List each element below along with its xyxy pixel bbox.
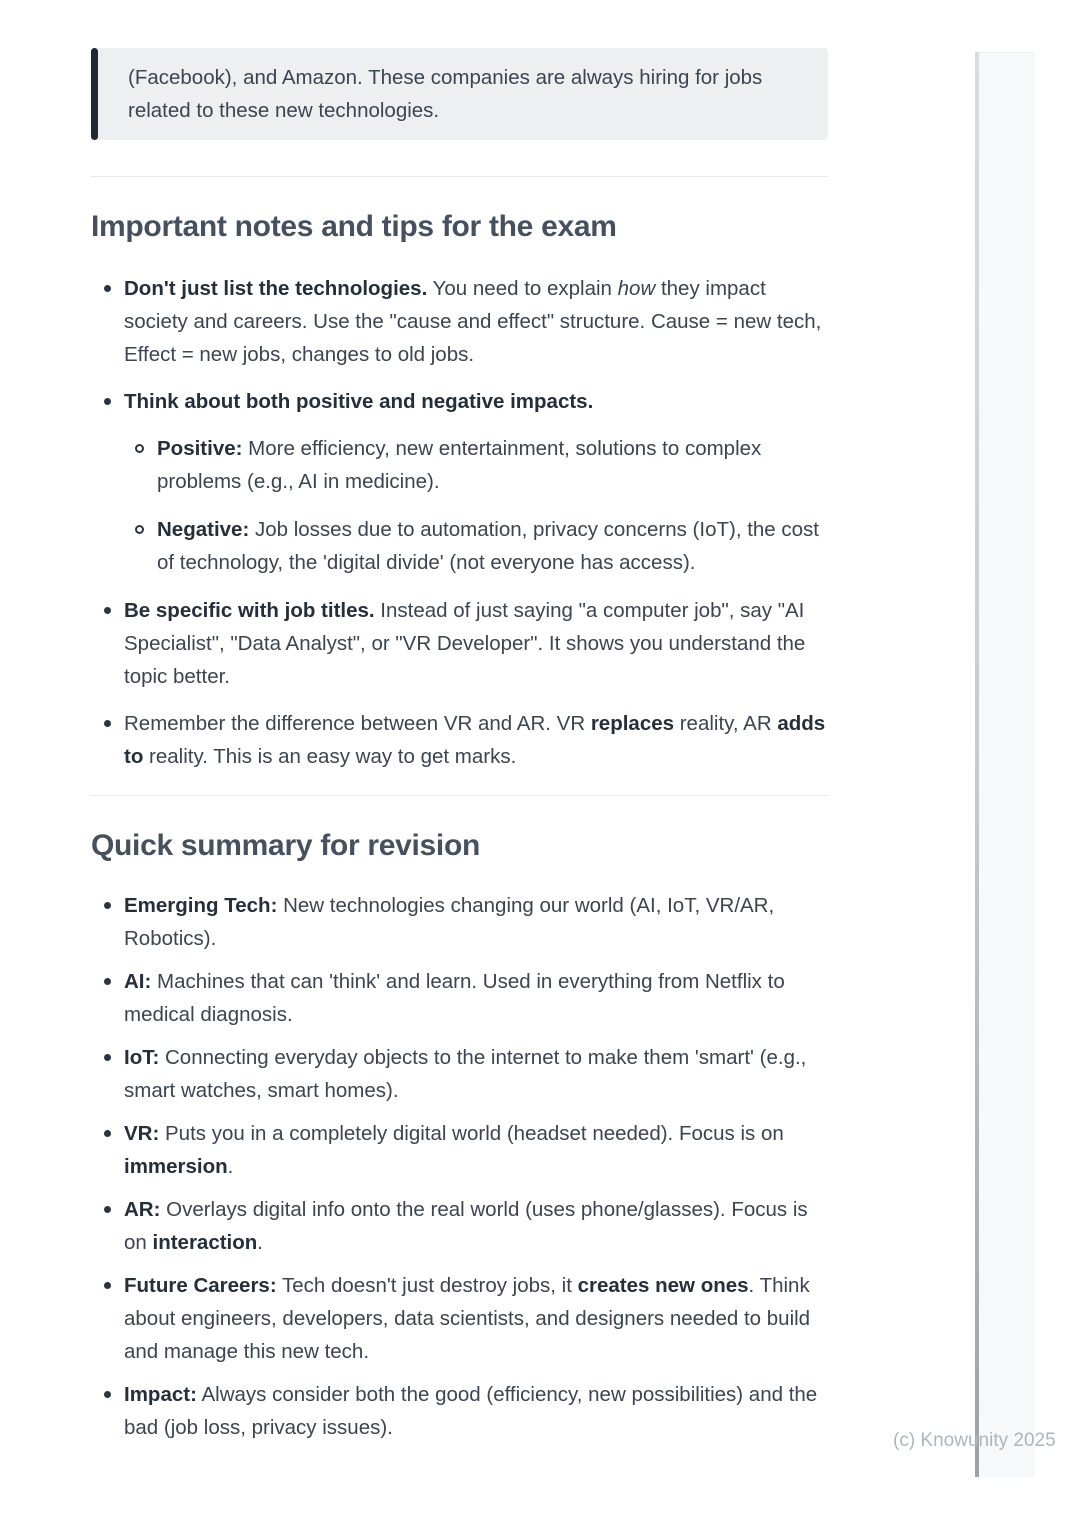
text-segment: how bbox=[617, 277, 656, 300]
dot-bullet-icon bbox=[104, 1206, 111, 1213]
exam-tips-list bbox=[91, 272, 828, 773]
text-segment: adds to bbox=[124, 712, 826, 768]
text-segment: reality. This is an easy way to get marks. bbox=[143, 745, 517, 768]
circle-bullet-icon bbox=[135, 525, 144, 534]
list-item-text bbox=[124, 1046, 806, 1102]
dot-bullet-icon bbox=[104, 978, 111, 985]
list-item bbox=[91, 1269, 828, 1368]
list-item-text bbox=[124, 390, 593, 413]
text-segment: . bbox=[227, 1155, 234, 1178]
section-heading-quick-summary: Quick summary for revision bbox=[91, 829, 481, 862]
list-item-text bbox=[124, 1122, 784, 1178]
list-item-text bbox=[124, 970, 785, 1026]
text-segment: Connecting everyday objects to the internet to make them 'smart' (e.g., smart watches, smart homes). bbox=[124, 1046, 807, 1102]
text-segment: Tech doesn't just destroy jobs, it bbox=[276, 1274, 578, 1297]
list-item-text bbox=[124, 894, 774, 950]
list-item bbox=[91, 1193, 828, 1259]
text-segment: replaces bbox=[590, 712, 675, 735]
list-item bbox=[91, 707, 828, 773]
text-segment: Emerging Tech: bbox=[124, 894, 278, 917]
text-segment: Don't just list the technologies. bbox=[124, 277, 428, 300]
text-segment: reality, AR bbox=[674, 712, 778, 735]
dot-bullet-icon bbox=[104, 285, 111, 292]
section-heading-exam-tips: Important notes and tips for the exam bbox=[91, 210, 617, 243]
page-content bbox=[91, 0, 828, 1454]
list-item-text bbox=[157, 437, 761, 493]
text-segment: Think about both positive and negative impacts. bbox=[124, 390, 594, 413]
blockquote-text: (Facebook), and Amazon. These companies are always hiring for jobs related to these new technologies. bbox=[128, 66, 763, 122]
text-segment: interaction bbox=[152, 1231, 258, 1254]
text-segment: Positive: bbox=[157, 437, 243, 460]
list-item bbox=[91, 889, 828, 955]
list-item bbox=[91, 1117, 828, 1183]
list-item bbox=[91, 965, 828, 1031]
text-segment: AI: bbox=[124, 970, 152, 993]
next-page-preview[interactable] bbox=[979, 52, 1035, 1477]
dot-bullet-icon bbox=[104, 398, 111, 405]
dot-bullet-icon bbox=[104, 1054, 111, 1061]
list-item-text bbox=[124, 1274, 810, 1363]
quick-summary-list bbox=[91, 889, 828, 1444]
next-page-edge-line bbox=[975, 52, 979, 1477]
text-segment: More efficiency, new entertainment, solutions to complex problems (e.g., AI in medicine). bbox=[157, 437, 762, 493]
dot-bullet-icon bbox=[104, 1282, 111, 1289]
dot-bullet-icon bbox=[104, 1391, 111, 1398]
text-segment: Impact: bbox=[124, 1383, 197, 1406]
dot-bullet-icon bbox=[104, 902, 111, 909]
list-item-text bbox=[124, 1383, 817, 1439]
text-segment: AR: bbox=[124, 1198, 161, 1221]
text-segment: Always consider both the good (efficiency, new possibilities) and the bad (job loss, privacy issues). bbox=[124, 1383, 818, 1439]
list-item bbox=[91, 1378, 828, 1444]
text-segment: New technologies changing our world (AI, IoT, VR/AR, Robotics). bbox=[124, 894, 775, 950]
divider bbox=[91, 176, 828, 177]
text-segment: VR: bbox=[124, 1122, 160, 1145]
text-segment: Overlays digital info onto the real world (uses phone/glasses). Focus is on bbox=[124, 1198, 808, 1254]
text-segment: Be specific with job titles. bbox=[124, 599, 375, 622]
list-item bbox=[91, 594, 828, 693]
divider bbox=[91, 795, 828, 796]
sub-list-item bbox=[124, 432, 828, 498]
text-segment: creates new ones bbox=[577, 1274, 749, 1297]
list-item-text bbox=[124, 1198, 808, 1254]
list-item-text bbox=[124, 712, 825, 768]
copyright-watermark: (c) Knowunity 2025 bbox=[893, 1430, 1056, 1451]
list-item-text bbox=[124, 599, 805, 688]
blockquote bbox=[91, 48, 828, 140]
list-item bbox=[91, 272, 828, 371]
text-segment: they impact society and careers. Use the "cause and effect" structure. Cause = new tech, Effect = new jobs, changes to old jobs. bbox=[124, 277, 822, 366]
list-item bbox=[91, 1041, 828, 1107]
list-item-text bbox=[124, 277, 821, 366]
text-segment: . Think about engineers, developers, data scientists, and designers needed to build and manage this new tech. bbox=[124, 1274, 811, 1363]
text-segment: Machines that can 'think' and learn. Used in everything from Netflix to medical diagnosis. bbox=[124, 970, 785, 1026]
text-segment: Future Careers: bbox=[124, 1274, 277, 1297]
dot-bullet-icon bbox=[104, 607, 111, 614]
text-segment: IoT: bbox=[124, 1046, 160, 1069]
text-segment: Job losses due to automation, privacy concerns (IoT), the cost of technology, the 'digital divide' (not everyone has access). bbox=[157, 518, 819, 574]
sub-list-item bbox=[124, 513, 828, 579]
text-segment: Negative: bbox=[157, 518, 250, 541]
circle-bullet-icon bbox=[135, 444, 144, 453]
text-segment: Puts you in a completely digital world (headset needed). Focus is on bbox=[159, 1122, 784, 1145]
list-item bbox=[91, 385, 828, 418]
text-segment: You need to explain bbox=[427, 277, 618, 300]
text-segment: . bbox=[257, 1231, 263, 1254]
dot-bullet-icon bbox=[104, 1130, 111, 1137]
dot-bullet-icon bbox=[104, 720, 111, 727]
blockquote-accent-bar bbox=[91, 48, 98, 140]
text-segment: Instead of just saying "a computer job", say "AI Specialist", "Data Analyst", or "VR Developer". It shows you understand the topic better. bbox=[124, 599, 806, 688]
list-item-text bbox=[157, 518, 819, 574]
text-segment: immersion bbox=[124, 1155, 228, 1178]
text-segment: Remember the difference between VR and AR. VR bbox=[124, 712, 591, 735]
